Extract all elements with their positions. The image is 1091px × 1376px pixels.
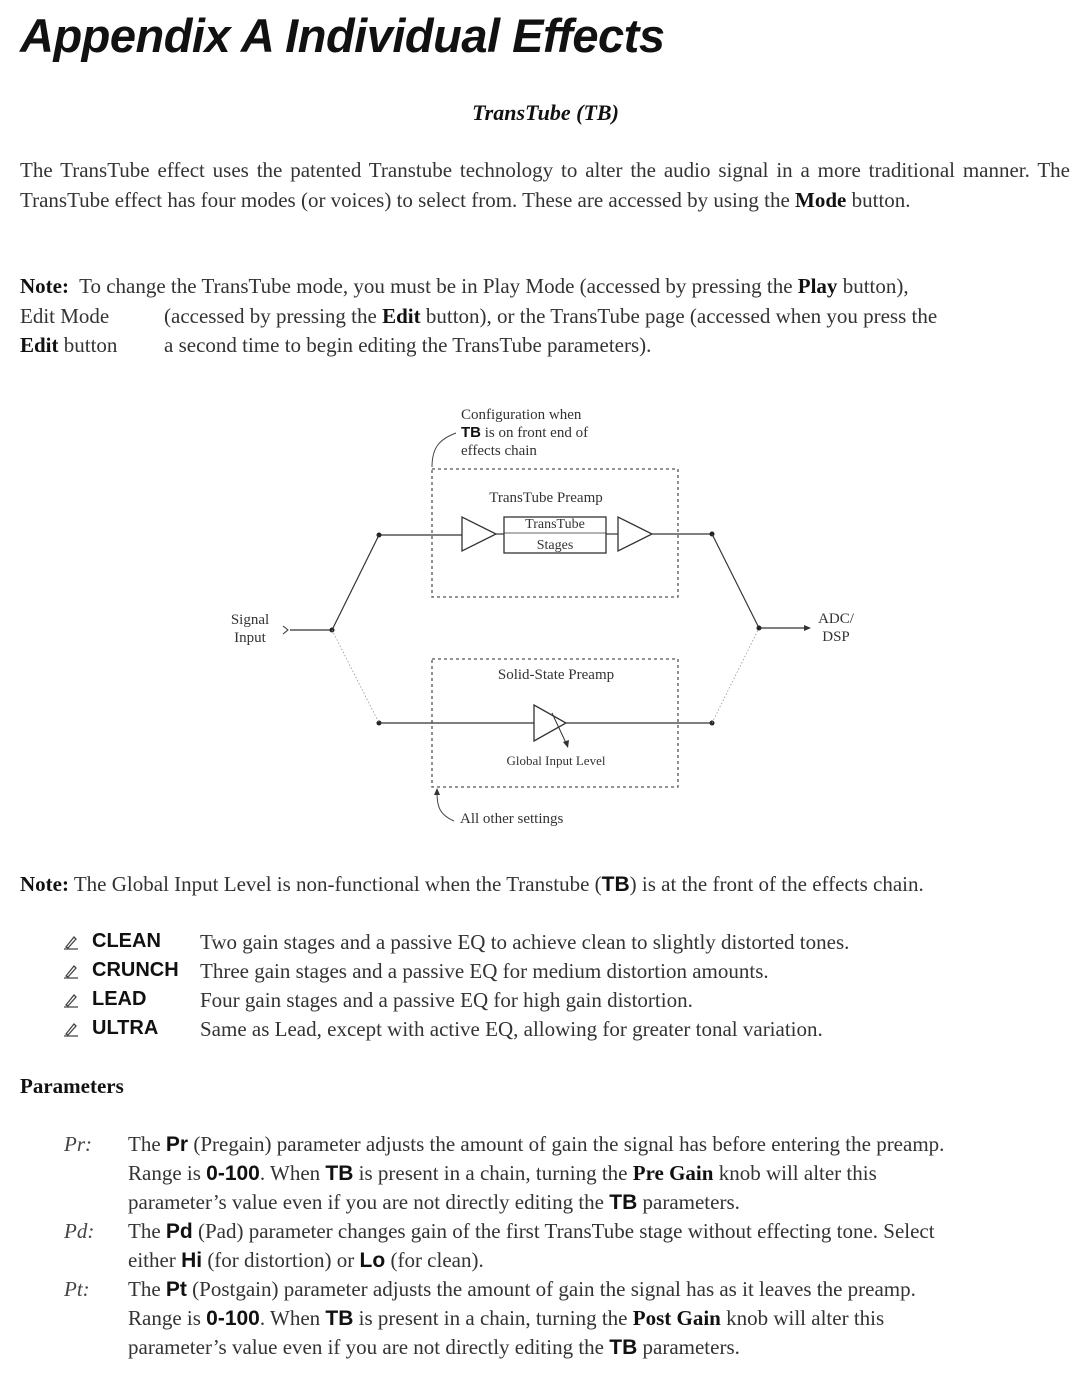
mode-name: CRUNCH — [92, 959, 179, 981]
parameters-heading: Parameters — [20, 1074, 124, 1098]
pt-a5: is present in a chain, turning the — [353, 1306, 633, 1330]
intro-paragraph — [20, 156, 1070, 215]
pr-b5: TB — [609, 1191, 638, 1214]
pt-b5: TB — [609, 1336, 638, 1359]
pr-a8: parameters. — [637, 1190, 740, 1214]
pencil-icon — [62, 963, 80, 981]
pencil-icon — [62, 992, 80, 1010]
pr-a1: The — [128, 1132, 166, 1156]
pd-b3: Lo — [359, 1249, 386, 1272]
tt-amp-out-icon — [618, 517, 652, 551]
adc-dsp-label-1: ADC/ — [818, 611, 854, 627]
note2-t2: ) is at the front of the effects chain. — [629, 872, 924, 896]
pd-b1: Pd — [165, 1220, 193, 1243]
pd-a1: The — [128, 1219, 166, 1243]
mode-desc: Same as Lead, except with active EQ, allowing for greater tonal variation. — [200, 1017, 823, 1041]
config-caption-1: Configuration when — [461, 407, 582, 423]
config-caption-2b: is on front end of — [481, 425, 589, 441]
global-input-level-label: Global Input Level — [506, 753, 606, 768]
solid-state-preamp-label: Solid-State Preamp — [497, 667, 615, 683]
note1-l3c: a second time to begin editing the TransTube parameters). — [164, 333, 652, 357]
note1-label: Note: — [20, 274, 69, 298]
note-global-input — [20, 872, 924, 897]
transtube-stages-label-2: Stages — [536, 538, 574, 553]
pencil-icon — [62, 1021, 80, 1039]
pd-b2: Hi — [181, 1249, 203, 1272]
note1-line-2-col2 — [164, 302, 937, 332]
config-callout-arrow — [432, 433, 456, 467]
signal-input-label-1: Signal — [230, 612, 270, 628]
pt-a2: (Postgain) parameter adjusts the amount of gain the signal has as it leaves the preamp. — [186, 1277, 916, 1301]
note1-line-1 — [20, 272, 909, 302]
pr-a4: . When — [259, 1161, 326, 1185]
pr-b2: 0-100 — [206, 1162, 260, 1185]
transtube-stages-label-1: TransTube — [525, 517, 585, 532]
pr-a7: parameter’s value even if you are not directly editing the — [128, 1190, 610, 1214]
pr-b1: Pr — [165, 1133, 189, 1156]
all-other-arrowhead-icon — [434, 788, 440, 795]
pt-b1: Pt — [165, 1278, 187, 1301]
param-text — [128, 1217, 1070, 1275]
output-switch-alt — [712, 628, 759, 723]
pr-a6: knob will alter this — [713, 1161, 877, 1185]
pt-a7: parameter’s value even if you are not directly editing the — [128, 1335, 610, 1359]
intro-text-1: The TransTube effect uses the patented Transtube technology to alter the audio signal in a more traditional manner. The TransTube effect has four modes (or voices) to select from. These are accessed by using the — [20, 158, 1070, 212]
note1-line-3-col2 — [164, 331, 651, 361]
pt-b3: TB — [325, 1307, 354, 1330]
mode-name: ULTRA — [92, 1017, 159, 1039]
pt-b4: Post Gain — [632, 1306, 721, 1330]
pd-a2: (Pad) parameter changes gain of the first TransTube stage without effecting tone. Select — [192, 1219, 935, 1243]
note1-l2a: Edit Mode — [20, 303, 110, 328]
param-label: Pr: — [64, 1132, 92, 1156]
param-text — [128, 1275, 1070, 1362]
pr-a5: is present in a chain, turning the — [353, 1161, 633, 1185]
mode-button-ref: Mode — [795, 187, 847, 212]
input-switch-alt — [332, 630, 379, 723]
config-caption-3: effects chain — [461, 443, 537, 459]
output-switch-arm — [712, 534, 759, 628]
pt-a8: parameters. — [637, 1335, 740, 1359]
input-switch-arm — [332, 535, 379, 630]
intro-text-2: button. — [846, 187, 911, 212]
note1-line-3 — [20, 331, 117, 361]
output-arrow-icon — [804, 625, 811, 631]
mode-desc: Two gain stages and a passive EQ to achieve clean to slightly distorted tones. — [200, 930, 850, 954]
note1-l2d: button), or the TransTube page (accessed when you press the — [420, 303, 938, 328]
note1-l2b: (accessed by pressing the — [164, 303, 383, 328]
pt-a3: Range is — [128, 1306, 207, 1330]
all-other-settings-label: All other settings — [460, 811, 564, 827]
gain-control-arrowhead-icon — [563, 740, 569, 748]
transtube-preamp-label: TransTube Preamp — [489, 490, 603, 506]
pt-a1: The — [128, 1277, 166, 1301]
pt-b2: 0-100 — [206, 1307, 260, 1330]
param-label: Pt: — [64, 1277, 90, 1301]
pd-a5: (for clean). — [385, 1248, 484, 1272]
pd-a4: (for distortion) or — [202, 1248, 360, 1272]
ss-amp-icon — [534, 705, 566, 741]
mode-desc: Three gain stages and a passive EQ for medium distortion amounts. — [200, 959, 769, 983]
param-label: Pd: — [64, 1219, 95, 1243]
signal-input-label-2: Input — [234, 630, 266, 646]
note1-line-2 — [20, 302, 109, 332]
note1-l1a: To change the TransTube mode, you must be in Play Mode (accessed by pressing the — [79, 274, 798, 298]
pd-a3: either — [128, 1248, 182, 1272]
pr-a3: Range is — [128, 1161, 207, 1185]
section-title: TransTube (TB) — [472, 100, 619, 125]
mode-name: CLEAN — [92, 930, 161, 952]
play-button-ref: Play — [797, 274, 838, 298]
pt-a6: knob will alter this — [720, 1306, 885, 1330]
pencil-icon — [62, 934, 80, 952]
note2-tb: TB — [601, 873, 630, 896]
signal-input-chevron-icon — [283, 626, 288, 634]
edit-button-ref-2: Edit — [20, 333, 59, 357]
config-caption-2 — [461, 424, 588, 441]
signal-flow-diagram — [200, 395, 900, 840]
pr-b3: TB — [325, 1162, 354, 1185]
note1-l1c: button), — [837, 274, 909, 298]
mode-desc: Four gain stages and a passive EQ for high gain distortion. — [200, 988, 693, 1012]
param-text — [128, 1130, 1070, 1217]
config-tb: TB — [461, 424, 481, 441]
tt-amp-in-icon — [462, 517, 496, 551]
note2-label: Note: — [20, 872, 69, 896]
pt-a4: . When — [259, 1306, 326, 1330]
note1-l3b: button — [58, 333, 118, 357]
all-other-callout-arrow — [437, 793, 454, 821]
page-title: Appendix A Individual Effects — [20, 9, 665, 62]
pr-b4: Pre Gain — [632, 1161, 714, 1185]
pr-a2: (Pregain) parameter adjusts the amount of gain the signal has before entering the preamp. — [188, 1132, 945, 1156]
adc-dsp-label-2: DSP — [822, 629, 850, 645]
edit-button-ref: Edit — [382, 303, 421, 328]
mode-name: LEAD — [92, 988, 147, 1010]
note2-t1: The Global Input Level is non-functional when the Transtube ( — [68, 872, 602, 896]
